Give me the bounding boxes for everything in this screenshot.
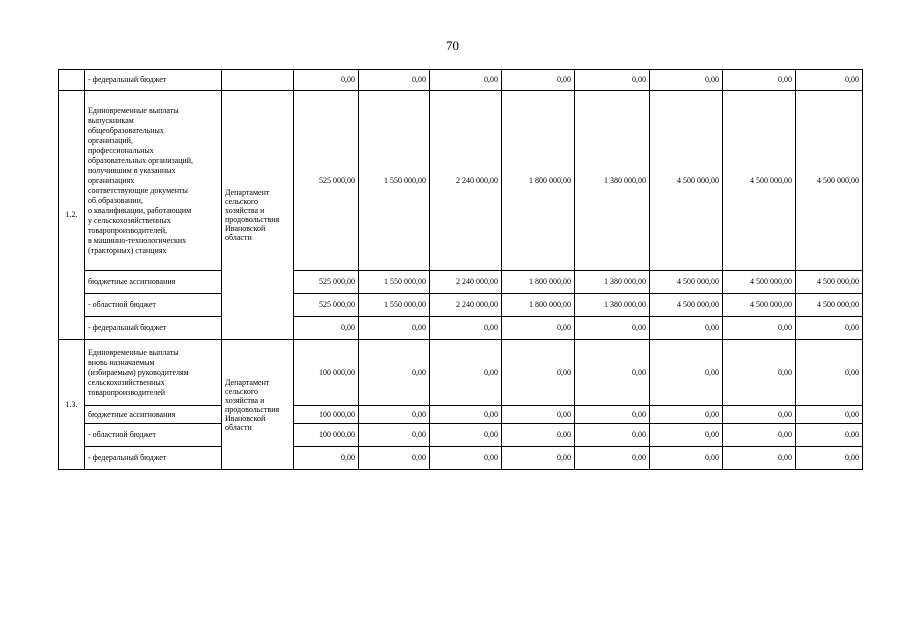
value-cell: 0,00 bbox=[502, 70, 575, 91]
value-cell: 0,00 bbox=[650, 70, 723, 91]
description-line: организаций, bbox=[88, 135, 133, 145]
value-cell: 0,00 bbox=[575, 317, 650, 340]
executor-line: Департамент bbox=[225, 377, 270, 387]
value-cell: 0,00 bbox=[359, 317, 430, 340]
value-cell: 100 000,00 bbox=[294, 340, 359, 406]
value-cell: 0,00 bbox=[796, 340, 863, 406]
executor-line: хозяйства и bbox=[225, 395, 265, 405]
description-line: профессиональных bbox=[88, 145, 154, 155]
page-number: 70 bbox=[446, 38, 459, 53]
budget-table bbox=[58, 69, 863, 470]
value-cell: 0,00 bbox=[294, 70, 359, 91]
value-cell: 4 500 000,00 bbox=[796, 294, 863, 317]
executor-line: сельского bbox=[225, 197, 258, 206]
value-cell: 0,00 bbox=[430, 447, 502, 470]
executor-line: продовольствия bbox=[225, 215, 280, 224]
value-cell: 0,00 bbox=[430, 424, 502, 447]
value-cell: 0,00 bbox=[650, 406, 723, 424]
table-row bbox=[59, 406, 863, 424]
value-cell: 0,00 bbox=[359, 406, 430, 424]
value-cell: 0,00 bbox=[796, 447, 863, 470]
description-line: соответствующие документы bbox=[88, 185, 188, 195]
value-cell: 4 500 000,00 bbox=[650, 294, 723, 317]
measure-description bbox=[85, 91, 222, 271]
value-cell: 4 500 000,00 bbox=[723, 91, 796, 271]
description-line: выпускникам bbox=[88, 115, 134, 125]
description-line: получившим в указанных bbox=[88, 165, 176, 175]
description-line: образовательных организаций, bbox=[88, 155, 194, 165]
value-cell: 0,00 bbox=[796, 424, 863, 447]
row-label: - областной бюджет bbox=[85, 424, 222, 447]
value-cell: 0,00 bbox=[430, 317, 502, 340]
value-cell: 0,00 bbox=[575, 340, 650, 406]
value-cell: 0,00 bbox=[502, 424, 575, 447]
executor-line: сельского bbox=[225, 386, 258, 396]
value-cell: 1 550 000,00 bbox=[359, 294, 430, 317]
description-line: товаропроизводителей bbox=[88, 387, 166, 397]
executor-line: Ивановской bbox=[225, 224, 266, 233]
description-line: общеобразовательных bbox=[88, 125, 164, 135]
description-line: об образовании, bbox=[88, 195, 143, 205]
measure-description bbox=[85, 340, 222, 406]
value-cell: 0,00 bbox=[430, 70, 502, 91]
executor-line: области bbox=[225, 422, 252, 432]
value-cell: 4 500 000,00 bbox=[796, 271, 863, 294]
executor-line: области bbox=[225, 233, 252, 242]
value-cell: 0,00 bbox=[723, 424, 796, 447]
description-line: в машинно-технологических bbox=[88, 235, 187, 245]
value-cell: 1 380 000,00 bbox=[575, 91, 650, 271]
value-cell: 525 000,00 bbox=[294, 294, 359, 317]
index-cell bbox=[59, 70, 85, 91]
value-cell: 2 240 000,00 bbox=[430, 91, 502, 271]
value-cell: 0,00 bbox=[502, 447, 575, 470]
value-cell: 0,00 bbox=[650, 447, 723, 470]
table-row bbox=[59, 294, 863, 317]
executor-line: Департамент bbox=[225, 188, 270, 197]
value-cell: 2 240 000,00 bbox=[430, 271, 502, 294]
value-cell: 4 500 000,00 bbox=[723, 294, 796, 317]
description-line: Единовременные выплаты bbox=[88, 105, 179, 115]
value-cell: 0,00 bbox=[650, 317, 723, 340]
value-cell: 0,00 bbox=[796, 406, 863, 424]
value-cell: 0,00 bbox=[359, 424, 430, 447]
table-row bbox=[59, 271, 863, 294]
value-cell: 2 240 000,00 bbox=[430, 294, 502, 317]
value-cell: 0,00 bbox=[502, 340, 575, 406]
value-cell: 0,00 bbox=[723, 317, 796, 340]
value-cell: 1 550 000,00 bbox=[359, 271, 430, 294]
row-label: - федеральный бюджет bbox=[85, 317, 222, 340]
value-cell: 0,00 bbox=[359, 447, 430, 470]
value-cell: 0,00 bbox=[575, 70, 650, 91]
value-cell: 1 380 000,00 bbox=[575, 294, 650, 317]
value-cell: 0,00 bbox=[650, 340, 723, 406]
row-label: - федеральный бюджет bbox=[85, 447, 222, 470]
table-row bbox=[59, 340, 863, 406]
value-cell: 525 000,00 bbox=[294, 91, 359, 271]
row-label: - областной бюджет bbox=[85, 294, 222, 317]
value-cell: 0,00 bbox=[294, 317, 359, 340]
value-cell: 1 800 000,00 bbox=[502, 294, 575, 317]
row-label: бюджетные ассигнования bbox=[85, 271, 222, 294]
value-cell: 0,00 bbox=[575, 424, 650, 447]
description-line: организациях bbox=[88, 175, 135, 185]
executor-line: продовольствия bbox=[225, 404, 280, 414]
value-cell: 100 000,00 bbox=[294, 424, 359, 447]
value-cell: 0,00 bbox=[430, 406, 502, 424]
value-cell: 0,00 bbox=[723, 70, 796, 91]
value-cell: 0,00 bbox=[650, 424, 723, 447]
value-cell: 1 800 000,00 bbox=[502, 271, 575, 294]
description-line: сельскохозяйственных bbox=[88, 377, 165, 387]
row-label: бюджетные ассигнования bbox=[85, 406, 222, 424]
value-cell: 4 500 000,00 bbox=[723, 271, 796, 294]
description-line: (тракторных) станциях bbox=[88, 245, 167, 255]
value-cell: 0,00 bbox=[502, 317, 575, 340]
value-cell: 0,00 bbox=[723, 406, 796, 424]
value-cell: 0,00 bbox=[796, 317, 863, 340]
value-cell: 0,00 bbox=[502, 406, 575, 424]
description-line: о квалификации, работающим bbox=[88, 205, 192, 215]
description-line: товаропроизводителей, bbox=[88, 225, 168, 235]
table-row bbox=[59, 424, 863, 447]
table-row bbox=[59, 317, 863, 340]
value-cell: 100 000,00 bbox=[294, 406, 359, 424]
row-label: - федеральный бюджет bbox=[85, 70, 222, 91]
executor-cell bbox=[222, 70, 294, 91]
description-line: (избираемым) руководителям bbox=[88, 367, 189, 377]
executor-line: хозяйства и bbox=[225, 206, 265, 215]
value-cell: 0,00 bbox=[723, 447, 796, 470]
row-index: 1.3. bbox=[59, 340, 85, 470]
executor-cell bbox=[222, 91, 294, 340]
value-cell: 0,00 bbox=[575, 406, 650, 424]
value-cell: 4 500 000,00 bbox=[650, 91, 723, 271]
value-cell: 1 800 000,00 bbox=[502, 91, 575, 271]
table-row bbox=[59, 70, 863, 91]
value-cell: 4 500 000,00 bbox=[650, 271, 723, 294]
table-row bbox=[59, 91, 863, 271]
description-line: Единовременные выплаты bbox=[88, 347, 179, 357]
description-line: у сельскохозяйственных bbox=[88, 215, 171, 225]
value-cell: 525 000,00 bbox=[294, 271, 359, 294]
value-cell: 1 550 000,00 bbox=[359, 91, 430, 271]
value-cell: 0,00 bbox=[723, 340, 796, 406]
value-cell: 0,00 bbox=[575, 447, 650, 470]
table-row bbox=[59, 447, 863, 470]
value-cell: 4 500 000,00 bbox=[796, 91, 863, 271]
value-cell: 0,00 bbox=[430, 340, 502, 406]
row-index: 1.2. bbox=[59, 91, 85, 340]
value-cell: 0,00 bbox=[796, 70, 863, 91]
value-cell: 0,00 bbox=[294, 447, 359, 470]
executor-cell bbox=[222, 340, 294, 470]
value-cell: 1 380 000,00 bbox=[575, 271, 650, 294]
value-cell: 0,00 bbox=[359, 340, 430, 406]
description-line: вновь назначаемым bbox=[88, 357, 155, 367]
value-cell: 0,00 bbox=[359, 70, 430, 91]
executor-line: Ивановской bbox=[225, 413, 266, 423]
